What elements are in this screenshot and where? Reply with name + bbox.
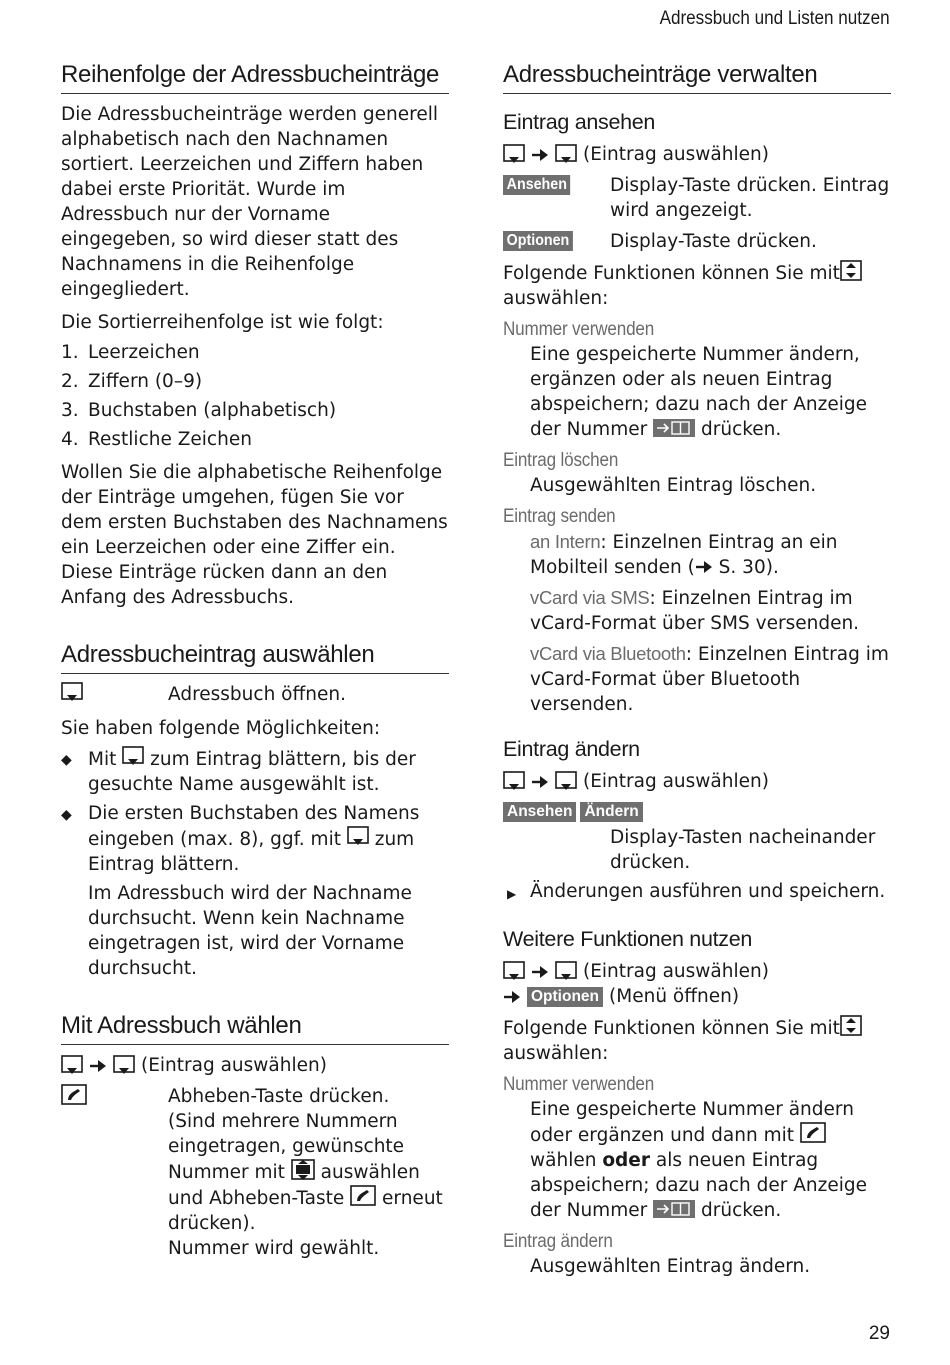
section-title-manage: Adressbucheinträge verwalten bbox=[503, 58, 891, 94]
softkey-view[interactable]: Ansehen bbox=[503, 175, 571, 195]
call-key-row: Abheben-Taste drücken. (Sind mehrere Nummern eingetragen, gewünschte Nummer mit auswählen und Abheben-Taste erneut drücken). Nummer wird gewählt. bbox=[61, 1084, 449, 1261]
copy-to-addressbook-icon bbox=[653, 418, 695, 438]
options-desc: Display-Taste drücken. bbox=[610, 231, 817, 252]
control-key-down-icon bbox=[113, 1055, 135, 1077]
functions-intro: Folgende Funktionen können Sie mit auswählen: bbox=[503, 260, 891, 311]
control-key-down-icon bbox=[61, 1055, 83, 1077]
softkey-options[interactable]: Optionen bbox=[503, 231, 573, 251]
control-key-down-icon bbox=[347, 826, 369, 848]
control-key-down-icon bbox=[503, 144, 525, 166]
diamond-bullet-icon: ◆ bbox=[61, 752, 72, 768]
arrow-right-icon bbox=[531, 147, 549, 163]
control-key-updown-icon bbox=[291, 1159, 315, 1181]
use-number-desc: Eine gespeicherte Nummer ändern oder ergänzen und dann mit wählen oder als neuen Eintrag abspeichern; dazu nach der Anzeige der Nummer drücken. bbox=[530, 1099, 867, 1221]
section-title-dial: Mit Adressbuch wählen bbox=[61, 1009, 449, 1045]
section-title-select-entry: Adressbucheintrag auswählen bbox=[61, 638, 449, 674]
list-item: 1. Leerzeichen bbox=[61, 342, 200, 363]
options-intro: Sie haben folgende Möglichkeiten: bbox=[61, 718, 381, 739]
order-intro-text: Die Adressbucheinträge werden generell alphabetisch nach den Nachnamen sortiert. Leerzeichen und Ziffern haben dabei erste Priorität. Wurde im Adressbuch nur der Vorname eingegeben, so wird dieser statt des Nachnamens in die Reihenfolge eingegliedert. bbox=[61, 104, 439, 300]
view-desc: Display-Taste drücken. Eintrag wird angezeigt. bbox=[610, 175, 890, 221]
edit-entry-desc: Ausgewählten Eintrag ändern. bbox=[530, 1256, 811, 1277]
search-note: Im Adressbuch wird der Nachname durchsucht. Wenn kein Nachname eingetragen ist, wird der Vorname durchsucht. bbox=[88, 883, 412, 979]
talk-key-icon bbox=[61, 1084, 87, 1106]
running-header: Adressbuch und Listen nutzen bbox=[659, 8, 890, 29]
bypass-order-text: Wollen Sie die alphabetische Reihenfolge der Einträge umgehen, fügen Sie vor dem ersten Buchstaben des Nachnamens ein Leerzeichen oder eine Ziffer ein. Diese Einträge rücken dann an den Anfang des Adressbuchs. bbox=[61, 462, 448, 608]
delete-desc: Ausgewählten Eintrag löschen. bbox=[530, 475, 817, 496]
section-title-order: Reihenfolge der Adressbucheinträge bbox=[61, 58, 449, 94]
send-bluetooth-desc: vCard via Bluetooth: Einzelnen Eintrag im vCard-Format über Bluetooth versenden. bbox=[530, 643, 889, 715]
softkey-options[interactable]: Optionen bbox=[527, 987, 603, 1007]
select-entry-row: (Eintrag auswählen) bbox=[503, 959, 891, 984]
view-softkey-row bbox=[503, 173, 891, 223]
list-item: 2. Ziffern (0–9) bbox=[61, 371, 203, 392]
arrow-right-icon bbox=[695, 559, 713, 575]
open-addressbook-desc: Adressbuch öffnen. bbox=[168, 684, 346, 705]
arrow-right-icon bbox=[89, 1058, 107, 1074]
list-item: 4. Restliche Zeichen bbox=[61, 429, 252, 450]
call-desc-1: Abheben-Taste drücken. bbox=[168, 1086, 390, 1107]
edit-keys-desc: Display-Tasten nacheinander drücken. bbox=[610, 827, 876, 873]
talk-key-icon bbox=[350, 1185, 376, 1207]
softkey-change[interactable]: Ändern bbox=[580, 802, 642, 822]
list-item: ◆ Die ersten Buchstaben des Namens eingeben (max. 8), ggf. mit zum Eintrag blättern. bbox=[61, 803, 420, 875]
open-addressbook-row bbox=[61, 682, 449, 708]
select-entry-row: (Eintrag auswählen) bbox=[61, 1053, 449, 1078]
control-key-down-icon bbox=[122, 746, 144, 768]
page-number: 29 bbox=[868, 1323, 890, 1344]
subsection-title-more: Weitere Funktionen nutzen bbox=[503, 927, 753, 951]
menu-label-edit: Eintrag ändern bbox=[503, 1231, 613, 1252]
softkey-view[interactable]: Ansehen bbox=[503, 802, 576, 822]
menu-label-delete: Eintrag löschen bbox=[503, 450, 619, 471]
send-sms-desc: vCard via SMS: Einzelnen Eintrag im vCard-Format über SMS versenden. bbox=[530, 587, 860, 634]
select-entry-row: (Eintrag auswählen) bbox=[503, 769, 891, 794]
control-key-down-icon bbox=[503, 771, 525, 793]
list-item: ◆ Mit zum Eintrag blättern, bis der gesuchte Name ausgewählt ist. bbox=[61, 746, 449, 797]
subsection-title-edit: Eintrag ändern bbox=[503, 737, 640, 761]
select-entry-row: (Eintrag auswählen) bbox=[503, 142, 891, 167]
arrow-right-icon bbox=[531, 774, 549, 790]
arrow-right-icon bbox=[503, 989, 521, 1005]
left-column bbox=[61, 58, 449, 1261]
sort-order-list bbox=[61, 340, 449, 452]
open-menu-row: Optionen (Menü öffnen) bbox=[503, 984, 891, 1009]
functions-intro: Folgende Funktionen können Sie mit auswählen: bbox=[503, 1015, 891, 1066]
menu-label-use-number: Nummer verwenden bbox=[503, 319, 655, 340]
copy-to-addressbook-icon bbox=[653, 1199, 695, 1219]
diamond-bullet-icon: ◆ bbox=[61, 807, 72, 823]
control-key-down-icon bbox=[503, 961, 525, 983]
control-key-down-icon bbox=[555, 144, 577, 166]
sort-order-intro: Die Sortierreihenfolge ist wie folgt: bbox=[61, 312, 384, 333]
call-desc-3: Nummer wird gewählt. bbox=[168, 1238, 380, 1259]
control-key-down-icon bbox=[555, 771, 577, 793]
send-intern-desc: an Intern: Einzelnen Eintrag an ein Mobilteil senden ( S. 30). bbox=[530, 531, 838, 578]
edit-softkeys bbox=[503, 800, 891, 825]
menu-label-send: Eintrag senden bbox=[503, 506, 616, 527]
right-column bbox=[503, 58, 891, 1279]
control-key-updown-icon bbox=[840, 260, 862, 282]
control-key-down-icon bbox=[555, 961, 577, 983]
control-key-down-icon bbox=[61, 682, 83, 704]
options-softkey-row bbox=[503, 229, 891, 254]
triangle-bullet-icon: ▶ bbox=[507, 887, 517, 901]
use-number-desc: Eine gespeicherte Nummer ändern, ergänzen oder als neuen Eintrag abspeichern; dazu nach der Anzeige der Nummer drücken. bbox=[530, 344, 867, 440]
control-key-updown-icon bbox=[840, 1015, 862, 1037]
arrow-right-icon bbox=[531, 964, 549, 980]
list-item: 3. Buchstaben (alphabetisch) bbox=[61, 400, 337, 421]
list-item: ▶ Änderungen ausführen und speichern. bbox=[503, 879, 891, 907]
menu-label-use-number: Nummer verwenden bbox=[503, 1074, 655, 1095]
talk-key-icon bbox=[800, 1122, 826, 1144]
subsection-title-view: Eintrag ansehen bbox=[503, 110, 656, 134]
